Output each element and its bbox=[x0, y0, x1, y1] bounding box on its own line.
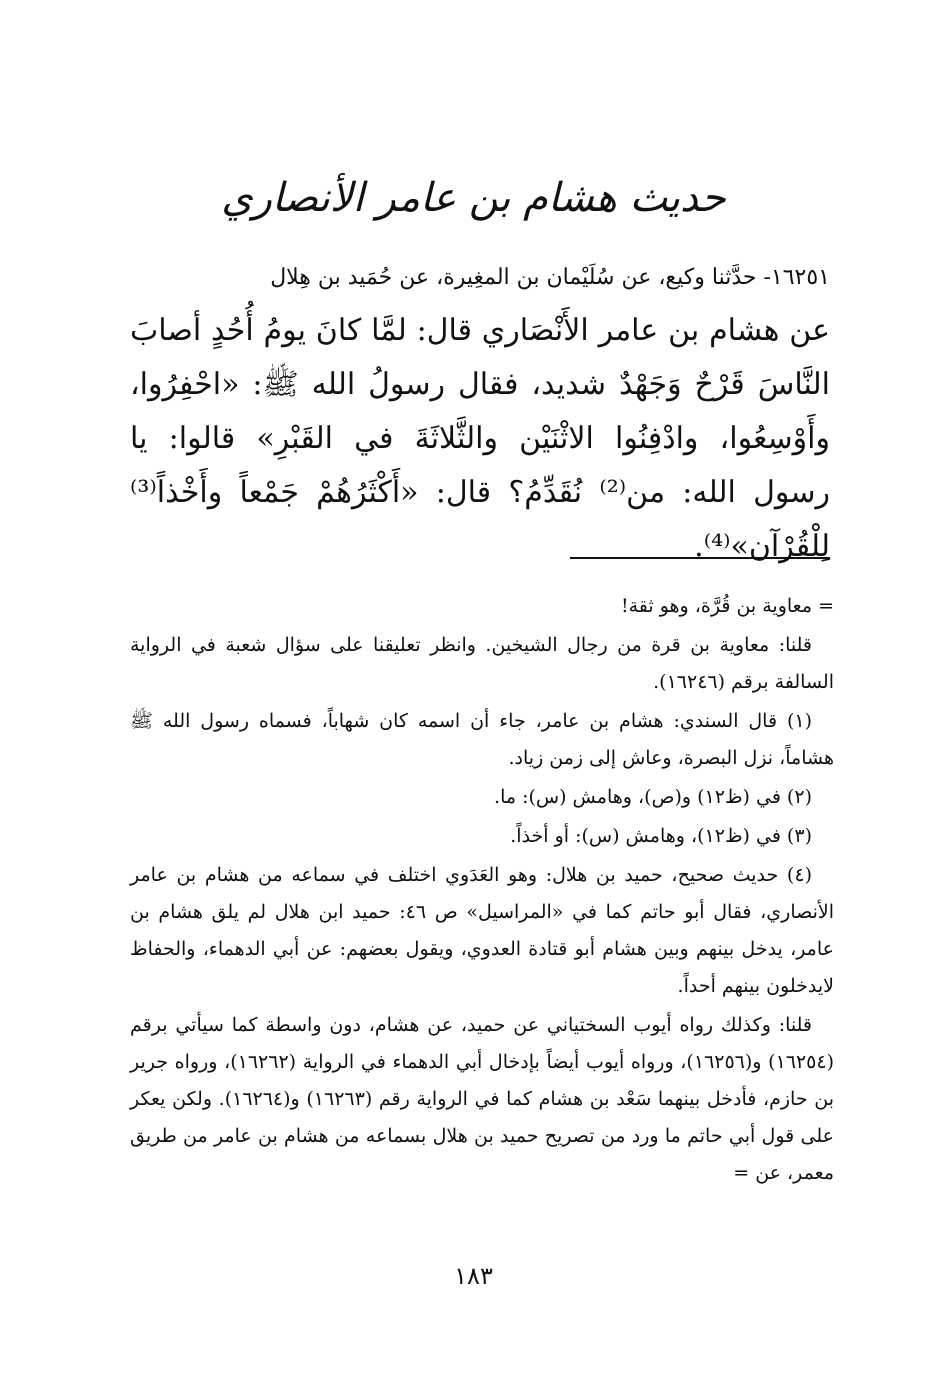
footnote-comment: قلنا: معاوية بن قرة من رجال الشيخين. وانظر تعليقنا على سؤال شعبة في الرواية السالفة برقم (١٦٢٤٦). bbox=[130, 634, 834, 693]
footnote-comment-2: قلنا: وكذلك رواه أيوب السختياني عن حميد، عن هشام، دون واسطة كما سيأتي برقم (١٦٢٥٤) و(١٦٢٥٦)، ورواه أيوب أيضاً بإدخال أبي الدهماء في الرواية (١٦٢٦٢)، ورواه جرير بن حازم، فأدخل بينهما سَعْد بن هشام كما في الرواية رقم (١٦٢٦٣) و(١٦٢٦٤). ولكن يعكر على قول أبي حاتم ما ورد من تصريح حميد بن هلال بسماعه من هشام بن عامر من طريق معمر، عن = bbox=[130, 1014, 835, 1184]
footnote-1: (١) قال السندي: هشام بن عامر، جاء أن اسمه كان شهاباً، فسماه رسول الله ﷺ هشاماً، نزل البصرة، وعاش إلى زمن زياد. bbox=[130, 710, 834, 769]
hadith-block bbox=[130, 258, 830, 574]
page-number: ١٨٣ bbox=[454, 1262, 493, 1290]
hadith-isnad: ١٦٢٥١- حدَّثنا وكيع، عن سُلَيْمان بن المغِيرة، عن حُمَيد بن هِلال bbox=[270, 265, 830, 290]
footnote-2: (٢) في (ظ١٢) و(ص)، وهامش (س): ما. bbox=[494, 786, 812, 808]
hadith-matn: عن هشام بن عامر الأَنْصَاري قال: لمَّا كانَ يومُ أُحُدٍ أصابَ النَّاسَ قَرْحٌ وَجَهْدٌ شديد، فقال رسولُ الله ﷺ: «احْفِرُوا، وأَوْسِعُوا، وادْفِنُوا الاثْنَيْن والثَّلاثَةَ في القَبْرِ» قالوا: يا رسول الله: من⁽²⁾ نُقَدِّمُ؟ قال: «أَكْثَرُهُمْ جَمْعاً وأَخْذاً⁽³⁾ لِلْقُرْآن»⁽⁴⁾. bbox=[130, 313, 831, 564]
footnote-divider bbox=[570, 557, 830, 559]
footnote-continuation: = معاوية بن قُرَّة، وهو ثقة! bbox=[620, 595, 834, 617]
footnote-3: (٣) في (ظ١٢)، وهامش (س): أو أخذاً. bbox=[510, 825, 812, 847]
chapter-title: حديث هشام بن عامر الأنصاري bbox=[221, 175, 726, 221]
footnotes bbox=[130, 588, 834, 1194]
footnote-4: (٤) حديث صحيح، حميد بن هلال: وهو العَدَوي اختلف في سماعه من هشام بن عامر الأنصاري، فقال أبو حاتم كما في «المراسيل» ص ٤٦: حميد ابن هلال لم يلق هشام بن عامر، يدخل بينهم وبين هشام أبو قتادة العدوي، ويقول بعضهم: عن أبي الدهماء، والحفاظ لايدخلون بينهم أحداً. bbox=[130, 864, 835, 997]
